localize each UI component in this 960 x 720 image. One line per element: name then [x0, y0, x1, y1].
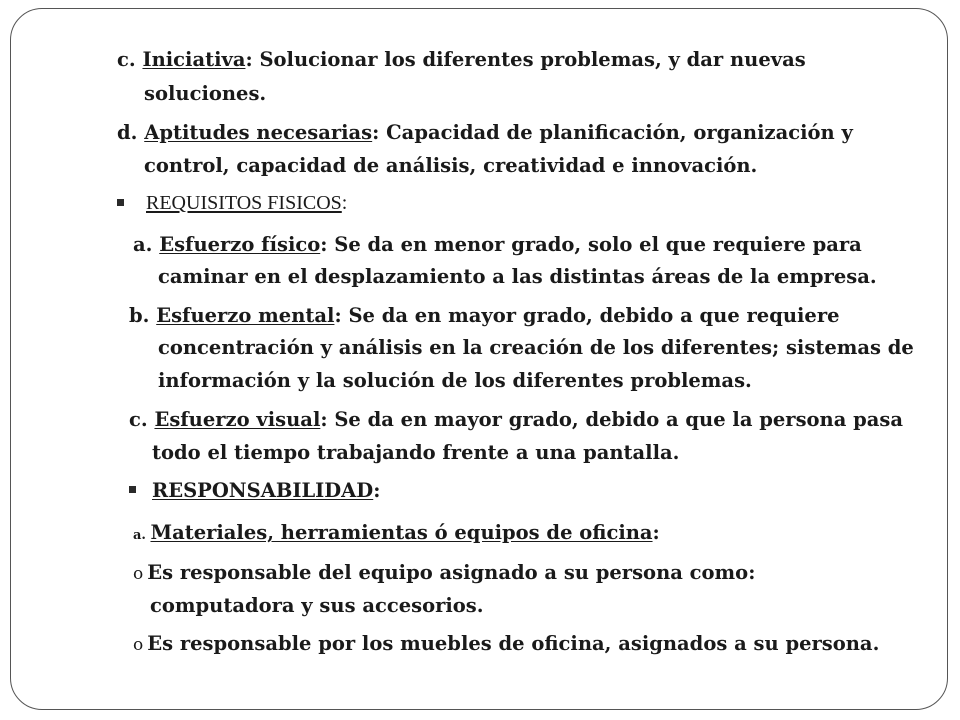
item-text: información y la solución de los diferentes problemas. — [158, 369, 752, 392]
bullet-muebles — [133, 634, 879, 654]
item-esfuerzo-fisico — [133, 235, 862, 255]
square-bullet-icon — [117, 199, 124, 206]
term-esfuerzo-fisico: Esfuerzo físico — [159, 233, 321, 256]
item-iniciativa-cont — [144, 84, 266, 104]
item-esfuerzo-mental — [129, 306, 840, 326]
heading-colon: : — [373, 479, 381, 502]
item-text: : Se da en mayor grado, debido a que la persona pasa — [320, 408, 904, 431]
item-prefix: c. — [129, 408, 155, 431]
item-text: Es responsable por los muebles de oficina, asignados a su persona. — [147, 632, 880, 655]
item-prefix: c. — [117, 48, 143, 71]
item-text: Es responsable del equipo asignado a su persona como: — [147, 561, 756, 584]
heading-responsabilidad — [129, 481, 380, 501]
item-text: computadora y sus accesorios. — [150, 594, 484, 617]
circle-bullet-icon: o — [133, 564, 144, 584]
term-aptitudes: Aptitudes necesarias — [144, 121, 373, 144]
item-prefix: a. — [133, 528, 151, 543]
heading-text: RESPONSABILIDAD — [152, 479, 374, 502]
item-text: control, capacidad de análisis, creatividad e innovación. — [144, 154, 758, 177]
term-esfuerzo-visual: Esfuerzo visual — [154, 408, 321, 431]
bullet-equipo-cont — [150, 596, 484, 616]
term-materiales: Materiales, herramientas ó equipos de oficina — [150, 521, 653, 544]
heading-text: REQUISITOS FISICOS — [146, 192, 342, 214]
item-esfuerzo-fisico-cont — [158, 267, 877, 287]
item-text: : Solucionar los diferentes problemas, y dar nuevas — [245, 48, 806, 71]
item-aptitudes — [117, 123, 853, 143]
item-text: concentración y análisis en la creación de los diferentes; sistemas de — [158, 336, 914, 359]
item-esfuerzo-visual — [129, 410, 903, 430]
item-text: : Capacidad de planificación, organización y — [372, 121, 853, 144]
square-bullet-icon — [129, 486, 136, 493]
circle-bullet-icon: o — [133, 635, 144, 655]
heading-colon: : — [341, 192, 348, 214]
item-text: caminar en el desplazamiento a las distintas áreas de la empresa. — [158, 265, 877, 288]
item-esfuerzo-mental-cont2 — [158, 371, 752, 391]
item-text: : Se da en menor grado, solo el que requiere para — [320, 233, 862, 256]
item-iniciativa — [117, 50, 806, 70]
item-esfuerzo-mental-cont1 — [158, 338, 914, 358]
item-text: : — [652, 521, 660, 544]
bullet-equipo — [133, 563, 755, 583]
item-text: soluciones. — [144, 82, 267, 105]
item-esfuerzo-visual-cont — [152, 443, 679, 463]
item-aptitudes-cont — [144, 156, 757, 176]
item-prefix: b. — [129, 304, 157, 327]
item-prefix: d. — [117, 121, 145, 144]
item-text: : Se da en mayor grado, debido a que requiere — [334, 304, 840, 327]
item-prefix: a. — [133, 233, 160, 256]
item-materiales — [133, 523, 660, 543]
term-iniciativa: Iniciativa — [142, 48, 246, 71]
item-text: todo el tiempo trabajando frente a una pantalla. — [152, 441, 680, 464]
heading-requisitos-fisicos — [117, 193, 347, 213]
term-esfuerzo-mental: Esfuerzo mental — [156, 304, 335, 327]
